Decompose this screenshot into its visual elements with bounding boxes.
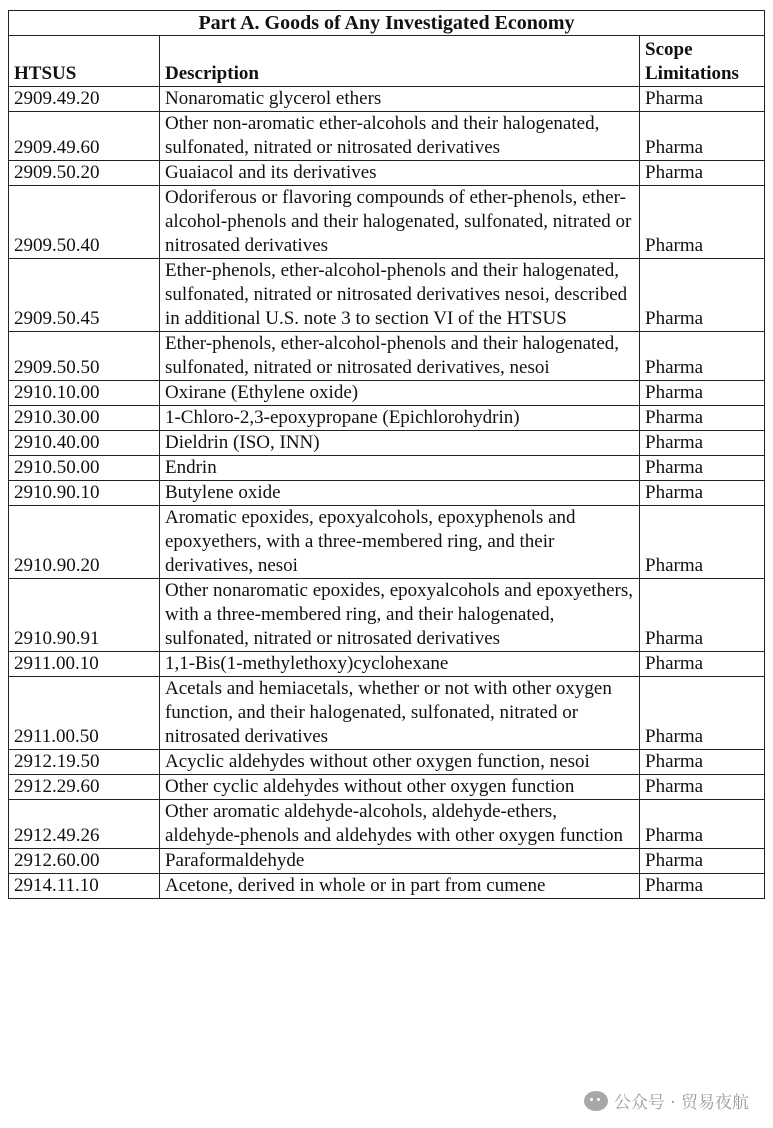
table-row [9,381,765,406]
cell-description: Endrin [159,456,639,481]
cell-htsus-code: 2910.90.10 [9,481,160,506]
cell-htsus-code: 2909.49.60 [9,112,160,161]
wechat-icon [584,1091,608,1111]
cell-htsus-code: 2909.50.45 [9,259,160,332]
cell-description: Paraformaldehyde [159,849,639,874]
cell-scope: Pharma [640,161,765,186]
table-row [9,87,765,112]
table-row [9,874,765,899]
table-row [9,431,765,456]
cell-htsus-code: 2911.00.50 [9,677,160,750]
cell-htsus-code: 2912.60.00 [9,849,160,874]
cell-description: Odoriferous or flavoring compounds of ether-phenols, ether-alcohol-phenols and their halogenated, sulfonated, nitrated or nitrosated derivatives [159,186,639,259]
header-scope-limitations: Scope Limitations [640,36,765,87]
cell-scope: Pharma [640,579,765,652]
table-row [9,406,765,431]
cell-description: Other nonaromatic epoxides, epoxyalcohols and epoxyethers, with a three-membered ring, and their halogenated, sulfonated, nitrated or nitrosated derivatives [159,579,639,652]
cell-htsus-code: 2912.29.60 [9,775,160,800]
cell-htsus-code: 2911.00.10 [9,652,160,677]
cell-htsus-code: 2909.50.50 [9,332,160,381]
table-row [9,161,765,186]
cell-scope: Pharma [640,259,765,332]
cell-scope: Pharma [640,506,765,579]
cell-htsus-code: 2912.49.26 [9,800,160,849]
cell-htsus-code: 2912.19.50 [9,750,160,775]
cell-description: Oxirane (Ethylene oxide) [159,381,639,406]
cell-scope: Pharma [640,381,765,406]
cell-htsus-code: 2910.10.00 [9,381,160,406]
cell-scope: Pharma [640,186,765,259]
cell-htsus-code: 2910.90.91 [9,579,160,652]
cell-description: Other non-aromatic ether-alcohols and their halogenated, sulfonated, nitrated or nitrosated derivatives [159,112,639,161]
cell-htsus-code: 2910.50.00 [9,456,160,481]
cell-scope: Pharma [640,456,765,481]
cell-description: Ether-phenols, ether-alcohol-phenols and their halogenated, sulfonated, nitrated or nitrosated derivatives nesoi, described in additional U.S. note 3 to section VI of the HTSUS [159,259,639,332]
cell-description: Ether-phenols, ether-alcohol-phenols and their halogenated, sulfonated, nitrated or nitrosated derivatives, nesoi [159,332,639,381]
htsus-table [8,10,765,899]
cell-description: 1-Chloro-2,3-epoxypropane (Epichlorohydrin) [159,406,639,431]
cell-description: Guaiacol and its derivatives [159,161,639,186]
table-row [9,506,765,579]
cell-scope: Pharma [640,87,765,112]
table-row [9,481,765,506]
cell-description: Acyclic aldehydes without other oxygen function, nesoi [159,750,639,775]
cell-scope: Pharma [640,112,765,161]
table-title: Part A. Goods of Any Investigated Economy [9,11,765,36]
cell-description: Acetone, derived in whole or in part from cumene [159,874,639,899]
table-row [9,800,765,849]
cell-htsus-code: 2909.50.20 [9,161,160,186]
header-description: Description [159,36,639,87]
table-row [9,332,765,381]
header-htsus: HTSUS [9,36,160,87]
table-row [9,849,765,874]
cell-scope: Pharma [640,677,765,750]
cell-description: Butylene oxide [159,481,639,506]
table-row [9,186,765,259]
cell-description: Acetals and hemiacetals, whether or not with other oxygen function, and their halogenated, sulfonated, nitrated or nitrosated derivatives [159,677,639,750]
cell-htsus-code: 2909.49.20 [9,87,160,112]
cell-description: Dieldrin (ISO, INN) [159,431,639,456]
table-row [9,112,765,161]
cell-description: Aromatic epoxides, epoxyalcohols, epoxyphenols and epoxyethers, with a three-membered ring, and their derivatives, nesoi [159,506,639,579]
table-row [9,259,765,332]
cell-description: Nonaromatic glycerol ethers [159,87,639,112]
table-row [9,579,765,652]
cell-scope: Pharma [640,750,765,775]
cell-htsus-code: 2910.40.00 [9,431,160,456]
table-row [9,677,765,750]
cell-description: Other cyclic aldehydes without other oxygen function [159,775,639,800]
table-body [9,87,765,899]
cell-scope: Pharma [640,431,765,456]
cell-htsus-code: 2914.11.10 [9,874,160,899]
table-row [9,456,765,481]
cell-scope: Pharma [640,332,765,381]
watermark [584,1088,749,1113]
watermark-text: 公众号 · 贸易夜航 [613,1093,749,1113]
cell-htsus-code: 2909.50.40 [9,186,160,259]
table-row [9,750,765,775]
cell-scope: Pharma [640,481,765,506]
cell-htsus-code: 2910.90.20 [9,506,160,579]
table-row [9,775,765,800]
table-row [9,652,765,677]
cell-scope: Pharma [640,849,765,874]
cell-description: Other aromatic aldehyde-alcohols, aldehyde-ethers, aldehyde-phenols and aldehydes with other oxygen function [159,800,639,849]
cell-scope: Pharma [640,652,765,677]
cell-htsus-code: 2910.30.00 [9,406,160,431]
cell-scope: Pharma [640,800,765,849]
cell-scope: Pharma [640,874,765,899]
document-page [8,10,765,899]
cell-description: 1,1-Bis(1-methylethoxy)cyclohexane [159,652,639,677]
cell-scope: Pharma [640,406,765,431]
cell-scope: Pharma [640,775,765,800]
